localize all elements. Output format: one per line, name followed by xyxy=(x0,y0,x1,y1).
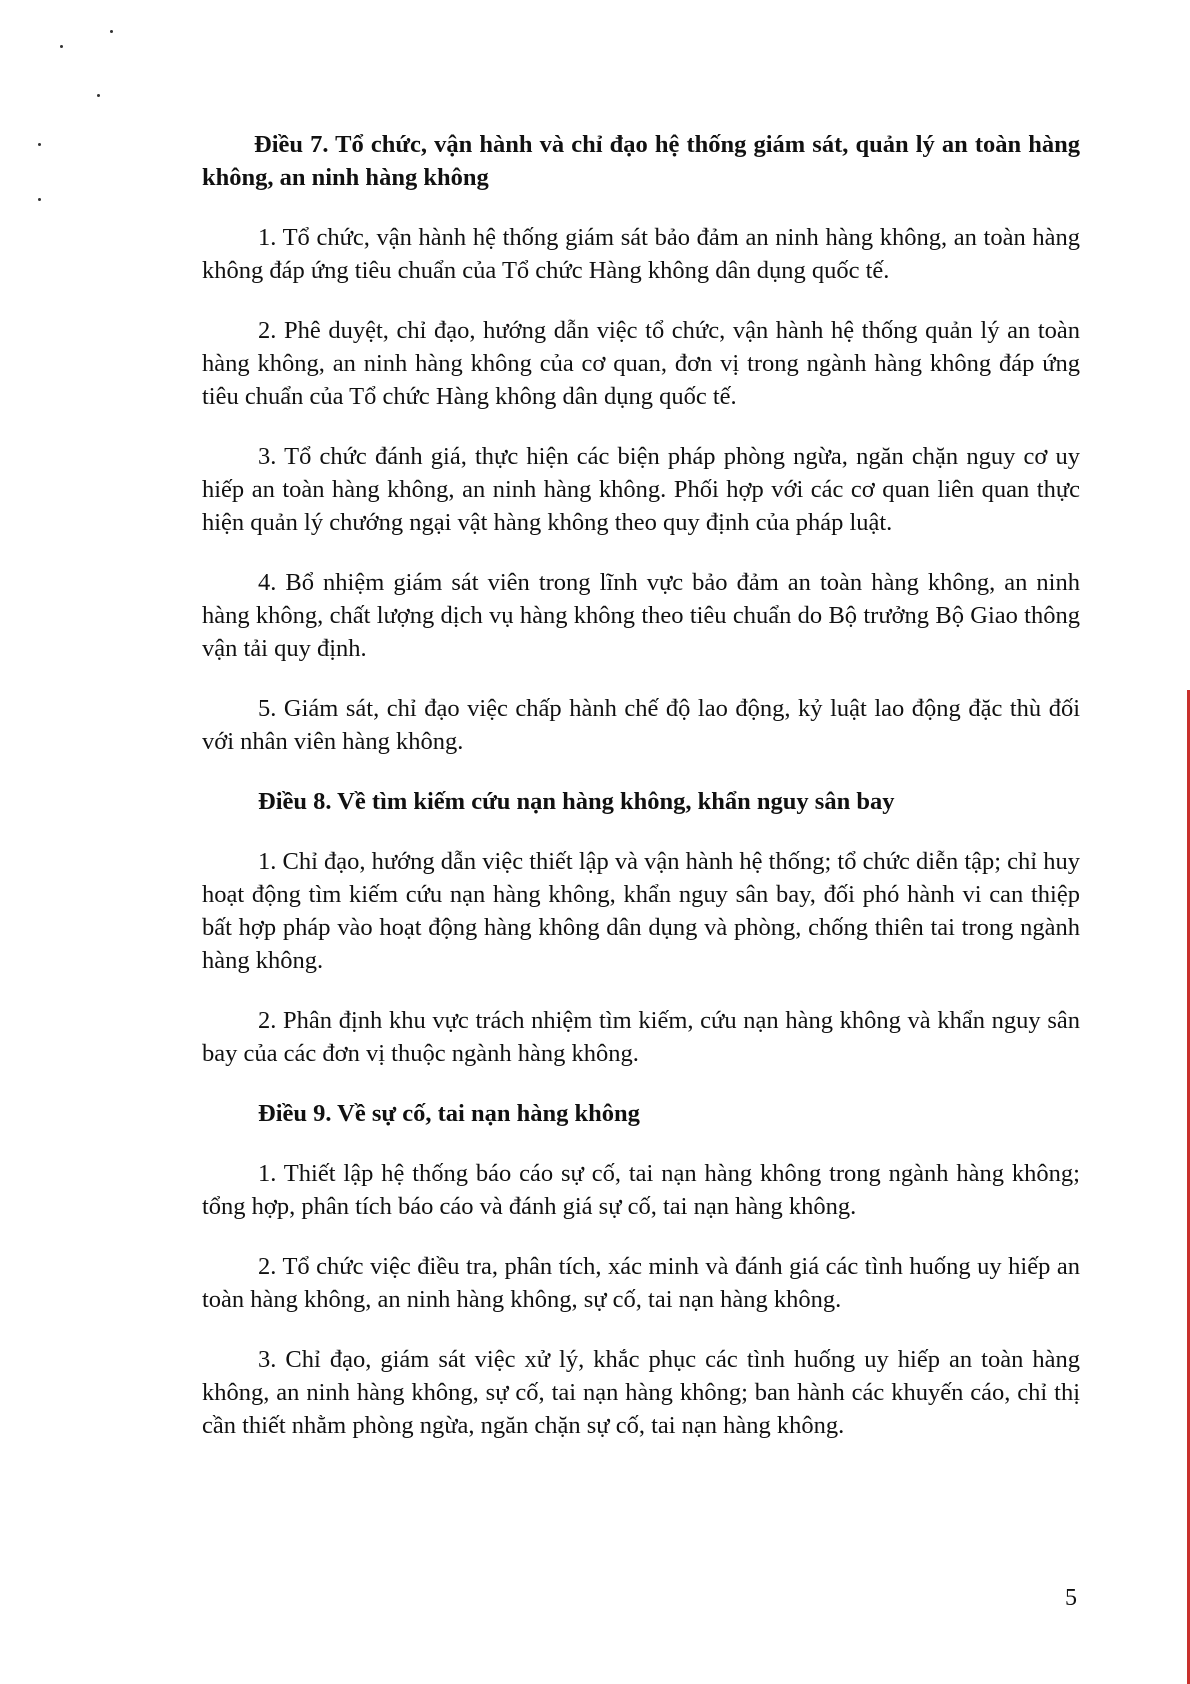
scan-speck xyxy=(97,94,100,97)
scan-speck xyxy=(60,45,63,48)
scan-speck xyxy=(38,143,41,146)
document-body xyxy=(202,128,1080,1469)
article-9-heading: Điều 9. Về sự cố, tai nạn hàng không xyxy=(258,1100,640,1127)
article-7-clause-3: 3. Tổ chức đánh giá, thực hiện các biện pháp phòng ngừa, ngăn chặn nguy cơ uy hiếp an toàn hàng không, an ninh hàng không. Phối hợp với các cơ quan liên quan thực hiện quản lý chướng ngại vật hàng không theo quy định của pháp luật. xyxy=(202,443,1080,536)
page-number: 5 xyxy=(1065,1585,1077,1611)
article-7-clause-2: 2. Phê duyệt, chỉ đạo, hướng dẫn việc tổ chức, vận hành hệ thống quản lý an toàn hàng không, an ninh hàng không của cơ quan, đơn vị trong ngành hàng không đáp ứng tiêu chuẩn của Tổ chức Hàng không dân dụng quốc tế. xyxy=(202,317,1080,410)
scan-speck xyxy=(110,30,113,33)
article-8-heading: Điều 8. Về tìm kiếm cứu nạn hàng không, khẩn nguy sân bay xyxy=(258,788,895,815)
article-7-clause-4: 4. Bổ nhiệm giám sát viên trong lĩnh vực bảo đảm an toàn hàng không, an ninh hàng không, chất lượng dịch vụ hàng không theo tiêu chuẩn do Bộ trưởng Bộ Giao thông vận tải quy định. xyxy=(202,569,1080,662)
article-7-clause-1: 1. Tổ chức, vận hành hệ thống giám sát bảo đảm an ninh hàng không, an toàn hàng không đáp ứng tiêu chuẩn của Tổ chức Hàng không dân dụng quốc tế. xyxy=(202,224,1080,284)
article-9-clause-3: 3. Chỉ đạo, giám sát việc xử lý, khắc phục các tình huống uy hiếp an toàn hàng không, an ninh hàng không, sự cố, tai nạn hàng không; ban hành các khuyến cáo, chỉ thị cần thiết nhằm phòng ngừa, ngăn chặn sự cố, tai nạn hàng không. xyxy=(202,1346,1080,1439)
article-8-clause-1: 1. Chỉ đạo, hướng dẫn việc thiết lập và vận hành hệ thống; tổ chức diễn tập; chỉ huy hoạt động tìm kiếm cứu nạn hàng không, khẩn nguy sân bay, đối phó hành vi can thiệp bất hợp pháp vào hoạt động hàng không dân dụng và phòng, chống thiên tai trong ngành hàng không. xyxy=(202,848,1080,974)
article-9-clause-1: 1. Thiết lập hệ thống báo cáo sự cố, tai nạn hàng không trong ngành hàng không; tổng hợp, phân tích báo cáo và đánh giá sự cố, tai nạn hàng không. xyxy=(202,1160,1080,1220)
article-9-clause-2: 2. Tổ chức việc điều tra, phân tích, xác minh và đánh giá các tình huống uy hiếp an toàn hàng không, an ninh hàng không, sự cố, tai nạn hàng không. xyxy=(202,1253,1080,1313)
scan-speck xyxy=(38,198,41,201)
article-7-heading: Điều 7. Tổ chức, vận hành và chỉ đạo hệ thống giám sát, quản lý an toàn hàng không, an ninh hàng không xyxy=(202,131,1080,191)
article-7-clause-5: 5. Giám sát, chỉ đạo việc chấp hành chế độ lao động, kỷ luật lao động đặc thù đối với nhân viên hàng không. xyxy=(202,695,1080,755)
article-8-clause-2: 2. Phân định khu vực trách nhiệm tìm kiếm, cứu nạn hàng không và khẩn nguy sân bay của các đơn vị thuộc ngành hàng không. xyxy=(202,1007,1080,1067)
